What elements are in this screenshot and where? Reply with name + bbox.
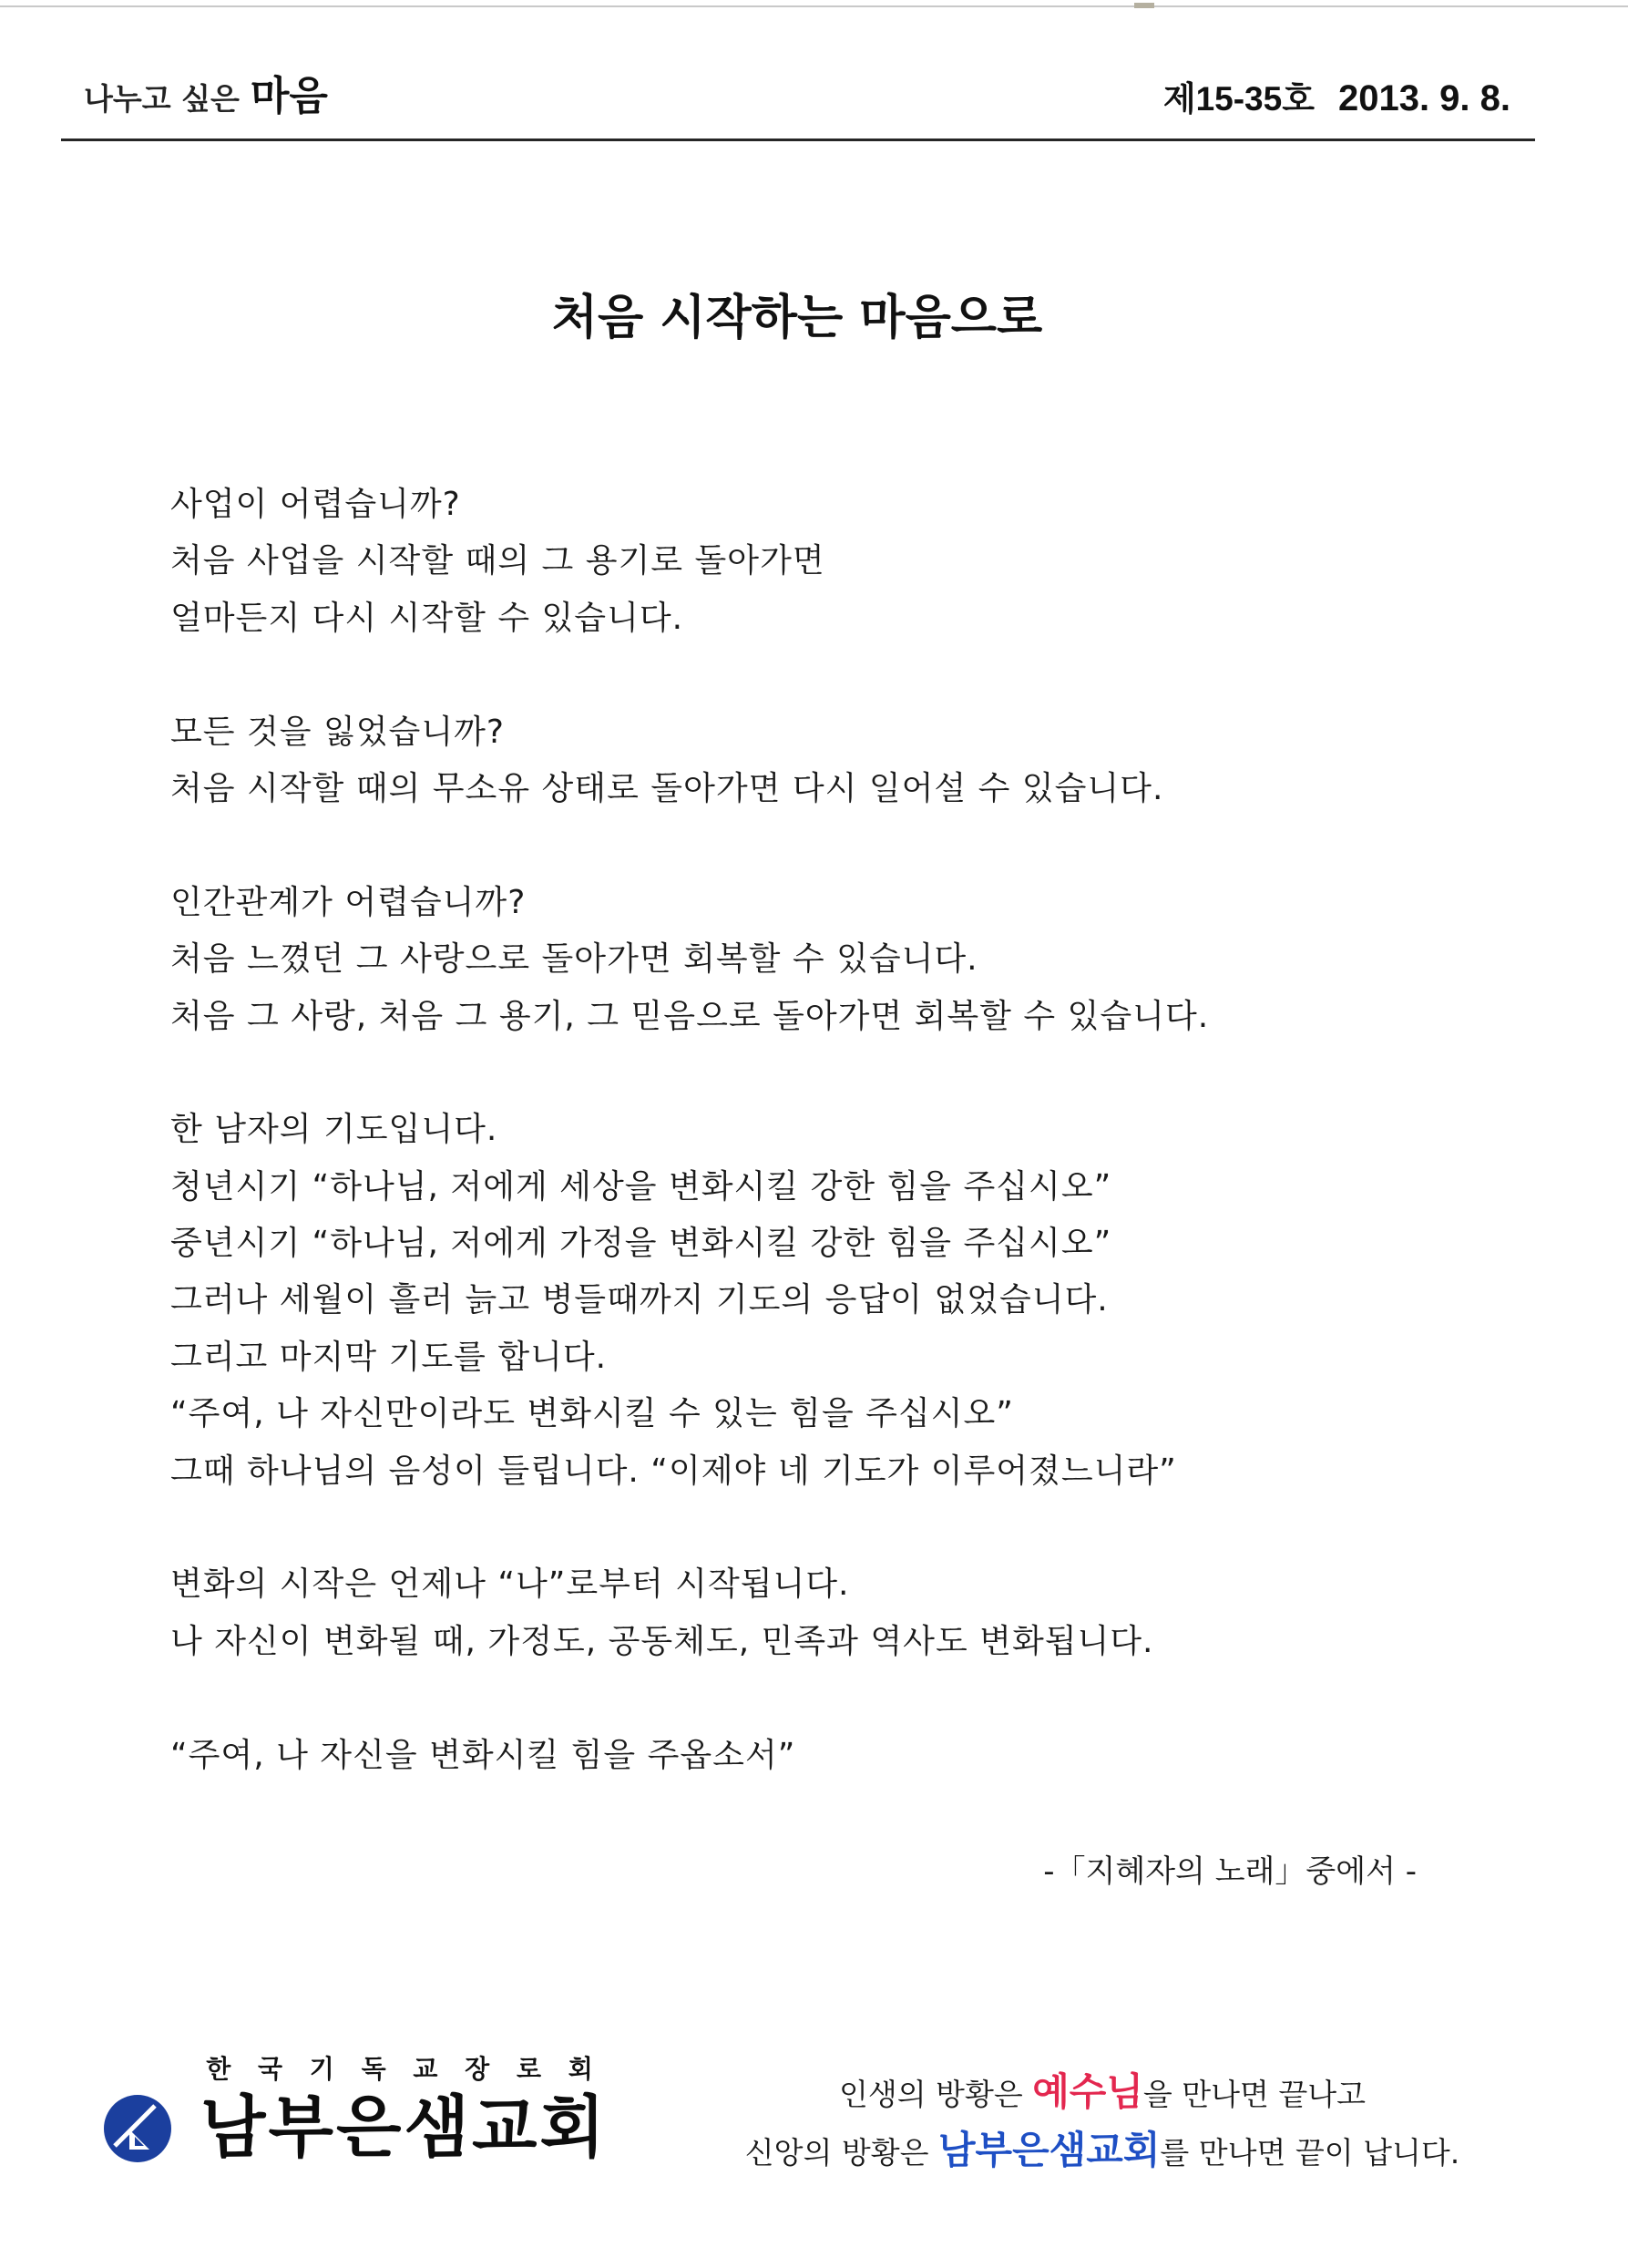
section-label: 나누고 싶은	[84, 81, 240, 117]
poem-line: 모든 것을 잃었습니까?	[170, 713, 505, 751]
issue-date: 2013. 9. 8.	[1337, 78, 1510, 118]
stanza	[170, 875, 1537, 1045]
motto-highlight-blue: 남부은샘교회	[937, 2128, 1161, 2172]
poem-line: 그러나 세월이 흘러 늙고 병들때까지 기도의 응답이 없었습니다.	[170, 1281, 1109, 1319]
poem-line: 그리고 마지막 기도를 합니다.	[170, 1338, 608, 1376]
stanza	[170, 1102, 1537, 1500]
poem-body	[170, 477, 1537, 1841]
church-emblem-icon	[102, 2093, 173, 2164]
poem-line: 그때 하나님의 음성이 들립니다. “이제야 네 기도가 이루어졌느니라”	[170, 1452, 1177, 1490]
page-title: 처음 시작하는 마음으로	[551, 291, 1043, 345]
source-attribution: -「지혜자의 노래」중에서 -	[1043, 1853, 1417, 1890]
motto-highlight-red: 예수님	[1032, 2069, 1143, 2114]
poem-line: 인간관계가 어렵습니까?	[170, 883, 527, 921]
issue-info	[1163, 73, 1510, 132]
church-name-logotype: 남부은샘교회	[200, 2088, 608, 2167]
bulletin-section-label	[84, 71, 328, 130]
poem-line: 처음 시작할 때의 무소유 상태로 돌아가면 다시 일어설 수 있습니다.	[170, 769, 1164, 807]
motto-line	[692, 2063, 1512, 2121]
poem-line: “주여, 나 자신만이라도 변화시킬 수 있는 힘을 주십시오”	[170, 1395, 1014, 1433]
poem-line: 나 자신이 변화될 때, 가정도, 공동체도, 민족과 역사도 변화됩니다.	[170, 1622, 1154, 1660]
poem-line: 한 남자의 기도입니다.	[170, 1111, 498, 1149]
poem-line: “주여, 나 자신을 변화시킬 힘을 주옵소서”	[170, 1736, 796, 1774]
stanza	[170, 1556, 1537, 1670]
stanza	[170, 1728, 1537, 1784]
motto-text: 를 만나면 끝이 납니다.	[1160, 2135, 1460, 2171]
poem-line: 처음 느꼈던 그 사랑으로 돌아가면 회복할 수 있습니다.	[170, 940, 978, 979]
poem-line: 청년시기 “하나님, 저에게 세상을 변화시킬 강한 힘을 주십시오”	[170, 1167, 1112, 1206]
scan-mark	[1134, 3, 1154, 8]
motto-text: 을 만나면 끝나고	[1142, 2077, 1367, 2112]
poem-line: 사업이 어렵습니까?	[170, 486, 461, 523]
poem-line: 처음 그 사랑, 처음 그 용기, 그 믿음으로 돌아가면 회복할 수 있습니다.	[170, 997, 1210, 1035]
poem-line: 얼마든지 다시 시작할 수 있습니다.	[170, 599, 684, 637]
header-divider	[61, 139, 1535, 141]
stanza	[170, 704, 1537, 818]
scan-edge-line	[0, 5, 1628, 7]
motto-line	[692, 2121, 1512, 2180]
poem-line: 중년시기 “하나님, 저에게 가정을 변화시킬 강한 힘을 주십시오”	[170, 1225, 1112, 1263]
stanza	[170, 477, 1537, 647]
poem-line: 변화의 시작은 언제나 “나”로부터 시작됩니다.	[170, 1565, 850, 1604]
denomination-label: 한 국 기 독 교 장 로 회	[206, 2054, 602, 2084]
church-motto	[692, 2063, 1512, 2180]
motto-text: 신앙의 방황은	[744, 2135, 938, 2171]
emblem-circle	[104, 2095, 171, 2162]
motto-text: 인생의 방황은	[838, 2077, 1033, 2112]
poem-line: 처음 사업을 시작할 때의 그 용기로 돌아가면	[170, 542, 825, 580]
issue-number: 제15-35호	[1162, 80, 1315, 118]
section-emphasis: 마음	[250, 73, 328, 119]
